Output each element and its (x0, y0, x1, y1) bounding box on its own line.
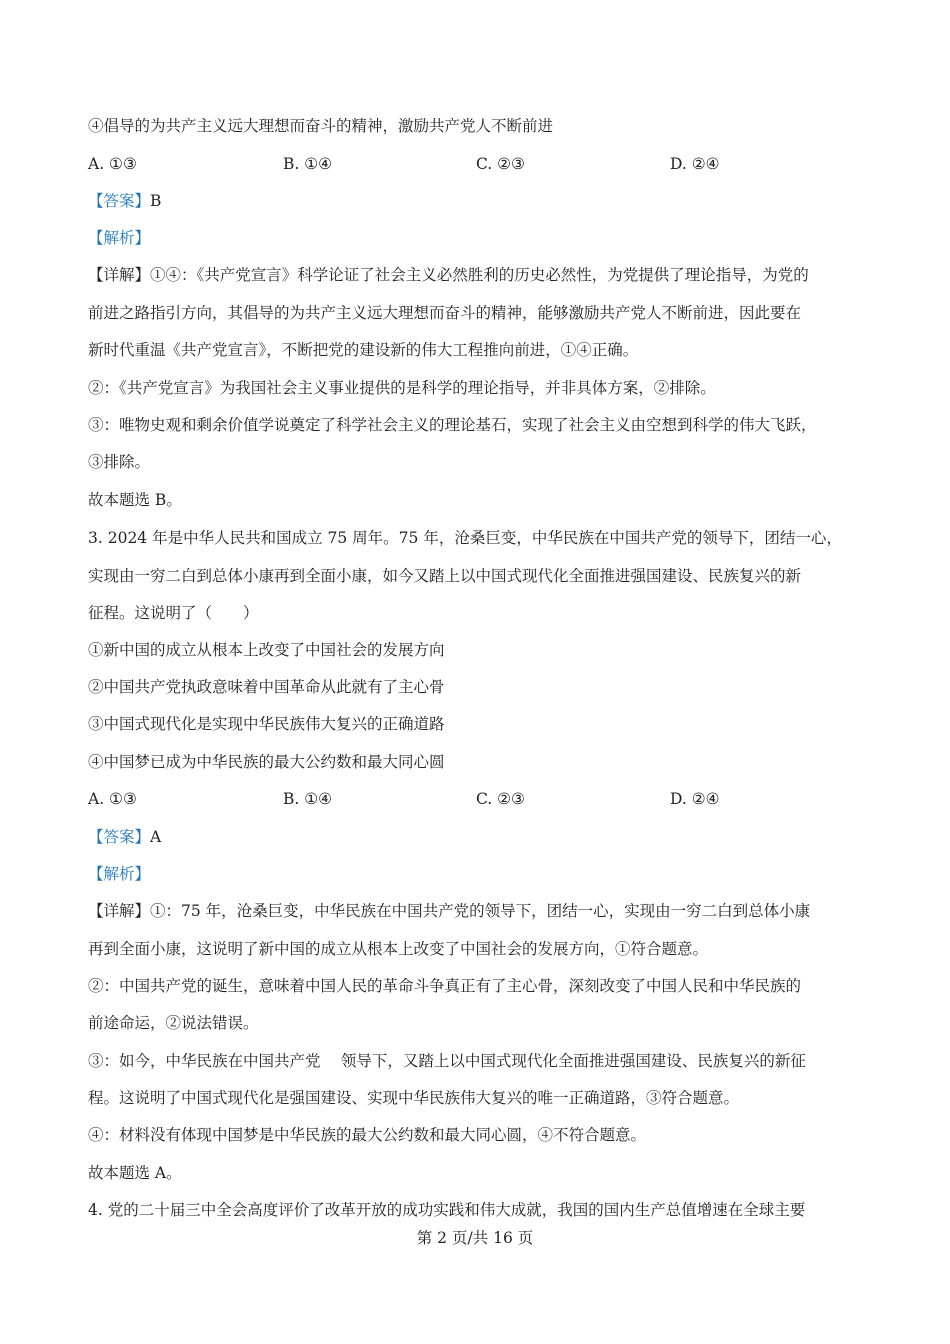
q2-detail-line (88, 264, 878, 286)
detail-tag: 【详解】 (88, 902, 151, 920)
q3-detail-line: ④：材料没有体现中国梦是中华民族的最大公约数和最大同心圆，④不符合题意。 (88, 1126, 647, 1144)
detail-text: ①：75 年，沧桑巨变，中华民族在中国共产党的领导下，团结一心，实现由一穷二白到总体小康 (150, 902, 811, 920)
q2-analysis (88, 227, 878, 249)
answer-tag: 【答案】 (88, 192, 151, 210)
q2-option-a: A. ①③ (88, 155, 137, 173)
q3-stem-line: 实现由一穷二白到总体小康再到全面小康，如今又踏上以中国式现代化全面推进强国建设、民族复兴的新 (88, 567, 802, 585)
q2-detail-line: ③排除。 (88, 453, 151, 471)
q2-answer (88, 190, 878, 212)
detail-tag: 【详解】 (88, 266, 151, 284)
q3-stem-line: 征程。这说明了（ ） (88, 604, 259, 622)
q3-detail-line: 程。这说明了中国式现代化是强国建设、实现中华民族伟大复兴的唯一正确道路，③符合题意。 (88, 1089, 740, 1107)
q3-analysis (88, 863, 878, 885)
analysis-tag: 【解析】 (88, 229, 151, 247)
q3-item-4: ④中国梦已成为中华民族的最大公约数和最大同心圆 (88, 753, 445, 771)
answer-tag: 【答案】 (88, 828, 151, 846)
q3-conclusion: 故本题选 A。 (88, 1164, 182, 1182)
q4-stem-line: 4. 党的二十届三中全会高度评价了改革开放的成功实践和伟大成就，我国的国内生产总值增速在全球主要 (88, 1201, 806, 1219)
q3-detail-line (88, 900, 878, 922)
q2-detail-line: 新时代重温《共产党宣言》，不断把党的建设新的伟大工程推向前进，①④正确。 (88, 341, 639, 359)
q2-detail-line: ③：唯物史观和剩余价值学说奠定了科学社会主义的理论基石，实现了社会主义由空想到科学的伟大飞跃， (88, 416, 817, 434)
q3-item-1: ①新中国的成立从根本上改变了中国社会的发展方向 (88, 641, 445, 659)
q3-detail-line: ③：如今，中华民族在中国共产党 领导下，又踏上以中国式现代化全面推进强国建设、民族复兴的新征 (88, 1052, 806, 1070)
q2-detail-line: ②：《共产党宣言》为我国社会主义事业提供的是科学的理论指导，并非具体方案，②排除。 (88, 379, 716, 397)
q3-stem-line: 3. 2024 年是中华人民共和国成立 75 周年。75 年，沧桑巨变，中华民族在中国共产党的领导下，团结一心， (88, 529, 842, 547)
q3-detail-line: 再到全面小康，这说明了新中国的成立从根本上改变了中国社会的发展方向，①符合题意。 (88, 940, 709, 958)
q2-options (88, 153, 878, 175)
detail-text: ①④：《共产党宣言》科学论证了社会主义必然胜利的历史必然性，为党提供了理论指导，为党的 (150, 266, 809, 284)
answer-value: B (150, 192, 162, 210)
q2-item-4: ④倡导的为共产主义远大理想而奋斗的精神，激励共产党人不断前进 (88, 117, 554, 135)
q2-detail-line: 前进之路指引方向，其倡导的为共产主义远大理想而奋斗的精神，能够激励共产党人不断前进，因此要在 (88, 304, 802, 322)
q3-option-d: D. ②④ (670, 790, 720, 808)
analysis-tag: 【解析】 (88, 865, 151, 883)
q3-answer (88, 826, 878, 848)
q2-conclusion: 故本题选 B。 (88, 491, 182, 509)
q3-detail-line: 前途命运，②说法错误。 (88, 1014, 259, 1032)
q3-option-a: A. ①③ (88, 790, 137, 808)
q3-option-c: C. ②③ (476, 790, 525, 808)
answer-value: A (150, 828, 162, 846)
q3-option-b: B. ①④ (283, 790, 333, 808)
q3-detail-line: ②：中国共产党的诞生，意味着中国人民的革命斗争真正有了主心骨，深刻改变了中国人民和中华民族的 (88, 977, 802, 995)
q3-item-3: ③中国式现代化是实现中华民族伟大复兴的正确道路 (88, 715, 445, 733)
q2-option-b: B. ①④ (283, 155, 333, 173)
page-number: 第 2 页/共 16 页 (416, 1229, 534, 1247)
q3-options (88, 788, 878, 810)
q2-option-c: C. ②③ (476, 155, 525, 173)
q2-option-d: D. ②④ (670, 155, 720, 173)
q3-item-2: ②中国共产党执政意味着中国革命从此就有了主心骨 (88, 678, 445, 696)
